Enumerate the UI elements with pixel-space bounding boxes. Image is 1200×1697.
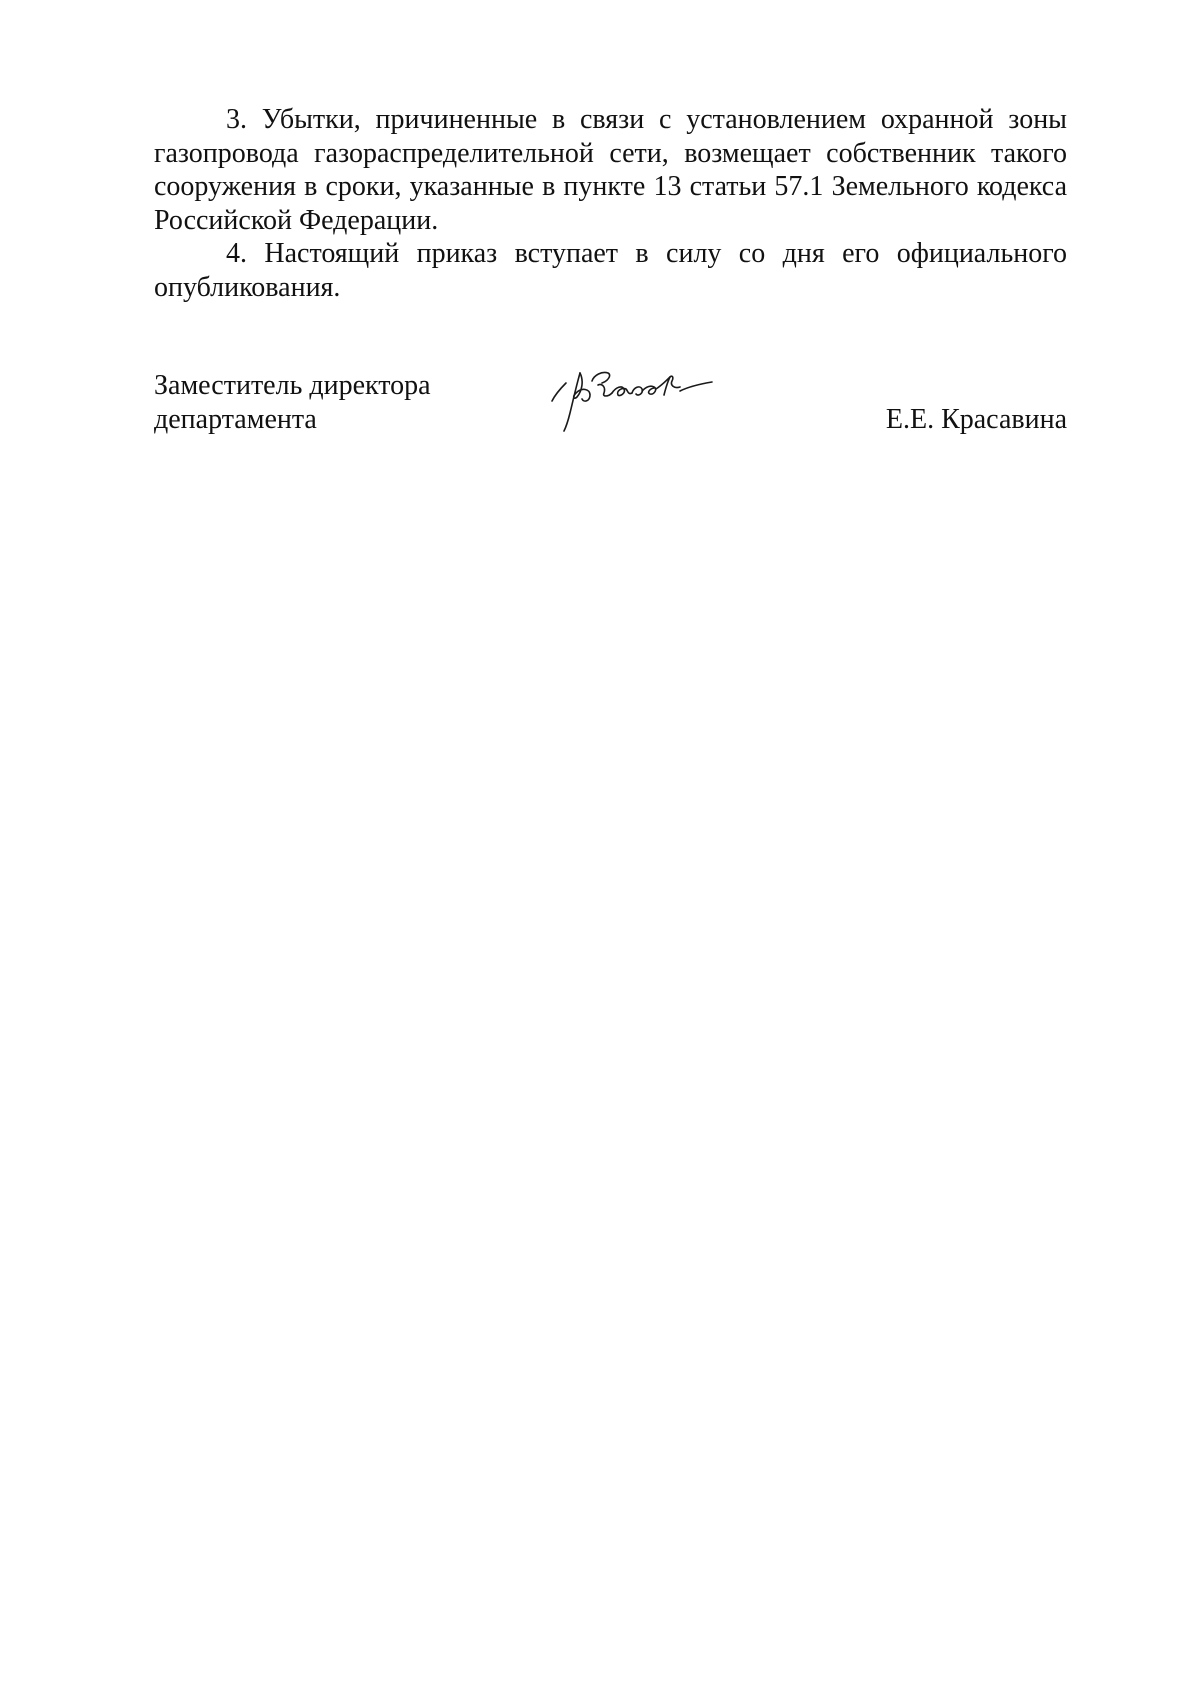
paragraph-3: 3. Убытки, причиненные в связи с установлением охранной зоны газопровода газораспределительной сети, возмещает собственник такого сооружения в сроки, указанные в пункте 13 статьи 57.1 Земельного кодекса Российской Федерации. <box>154 104 1067 236</box>
signer-name: Е.Е. Красавина <box>885 403 1067 435</box>
signature-block <box>154 369 1067 439</box>
document-body <box>154 103 1067 304</box>
paragraph-4: 4. Настоящий приказ вступает в силу со дня его официального опубликования. <box>154 238 1067 303</box>
handwritten-signature <box>546 351 726 437</box>
signer-position-line-1: Заместитель директора <box>154 370 431 401</box>
signer-position-line-2: департамента <box>154 403 317 435</box>
signer-position <box>154 369 494 436</box>
